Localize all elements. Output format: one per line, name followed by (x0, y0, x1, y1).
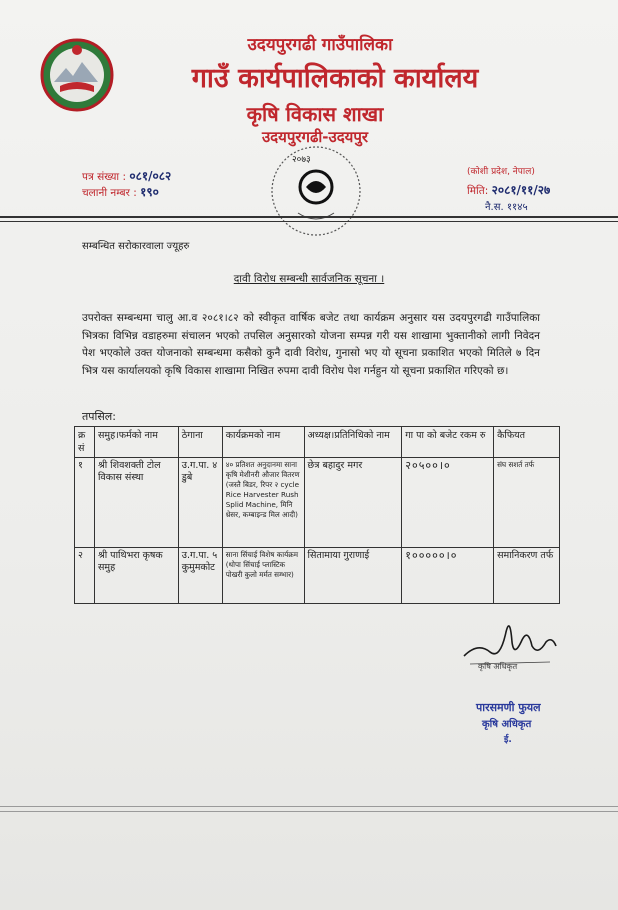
office-seal-stamp (268, 143, 364, 239)
nepal-sambat: नै.स. ११४५ (485, 202, 528, 213)
cell-address: उ.ग.पा. ५ कुमुमकोट (178, 548, 222, 604)
col-serial: क्र सं (75, 427, 95, 458)
letter-number-value: ०८१/०८२ (129, 169, 172, 183)
col-program: कार्यक्रमको नाम (222, 427, 304, 458)
dispatch-number-label: चलानी नम्बर : (82, 187, 137, 199)
notice-subject: दावी विरोध सम्बन्धी सार्वजनिक सूचना । (233, 273, 385, 285)
province-label: (कोशी प्रदेश, नेपाल) (467, 167, 535, 177)
project-table (74, 426, 560, 604)
col-remarks: कैफियत (494, 427, 560, 458)
col-group-name: समुह।फर्मको नाम (94, 427, 178, 458)
cell-address: उ.ग.पा. ४ डुबे (178, 458, 222, 548)
footer-divider (0, 806, 618, 807)
dispatch-number-value: १९० (140, 185, 159, 199)
stamp-name: पारसमणी फुयल (476, 701, 541, 714)
table-row (75, 548, 560, 604)
letter-number-label: पत्र संख्या : (82, 171, 127, 183)
stamp-mark: ई. (504, 735, 512, 745)
cell-serial: १ (75, 458, 95, 548)
cell-remarks: संघ सशर्त तर्फ (494, 458, 560, 548)
letter-number (82, 167, 171, 184)
dispatch-number (82, 183, 159, 200)
cell-program: ४० प्रतिशत अनुदानमा साना कृषि मेशीनरी औजार वितरण (जस्तै बिडर, रिपर २ cycle Rice Harvester Rush Splid Machine, मिनि थ्रेसर, कम्बाइन्ड मिल आदी) (222, 458, 304, 548)
header-divider-thin (0, 221, 618, 222)
office-name: गाउँ कार्यपालिकाको कार्यालय (191, 63, 479, 94)
details-label: तपसिल: (82, 410, 116, 423)
cell-budget: १०००००।० (402, 548, 494, 604)
addressee: सम्बन्धित सरोकारवाला ज्यूहरु (82, 241, 190, 252)
office-location: उदयपुरगढी-उदयपुर (261, 128, 369, 146)
date-value: २०८१/११/२७ (491, 183, 551, 197)
nepal-emblem-logo (40, 38, 114, 112)
table-header-row (75, 427, 560, 458)
cell-chairperson: छेत्र बहादुर मगर (304, 458, 402, 548)
stamp-title: कृषि अधिकृत (482, 719, 532, 730)
cell-chairperson: सितामाया गुराणाई (304, 548, 402, 604)
cell-remarks: समानिकरण तर्फ (494, 548, 560, 604)
col-address: ठेगाना (178, 427, 222, 458)
cell-group-name: श्री शिवशक्ती टोल विकास संस्था (94, 458, 178, 548)
col-budget: गा पा को बजेट रकम रु (402, 427, 494, 458)
signatory-title: कृषि अधिकृत (478, 662, 518, 671)
seal-year: २०७३ (292, 155, 311, 165)
notice-body: उपरोक्त सम्बन्धमा चालु आ.व २०८१।८२ को स्वीकृत वार्षिक बजेट तथा कार्यक्रम अनुसार यस उदयपुरगढी गाउँपालिका भित्रका विभिन्न वडाहरुमा संचालन भएको तपसिल अनुसारको योजना सम्पन्न गरी यस शाखामा भुक्तानीको लागी निवेदन पेश भएकोले उक्त योजनाको सम्बन्धमा कसैको कुनै दावी विरोध, गुनासो भए यो सूचना प्रकाशित भएको मितिले ७ दिन भित्र यस कार्यालयको कृषि विकास शाखामा निखित रुपमा दावी विरोध पेश गर्नहुन यो सूचना प्रकाशित गरिएको छ। (82, 312, 540, 377)
municipality-name: उदयपुरगढी गाउँपालिका (247, 35, 393, 55)
date-label: मिति: (467, 185, 489, 197)
col-chairperson: अध्यक्ष।प्रतिनिधिको नाम (304, 427, 402, 458)
table-row (75, 458, 560, 548)
footer-divider-thin (0, 811, 618, 812)
cell-budget: २०५००।० (402, 458, 494, 548)
letter-date (467, 181, 550, 198)
header-divider (0, 216, 618, 218)
cell-program: साना सिंचाई विशेष कार्यक्रम (थोपा सिंचाई प्लास्टिक पोखरी कुलो मर्मत सम्भार) (222, 548, 304, 604)
section-name: कृषि विकास शाखा (246, 102, 384, 126)
cell-group-name: श्री पाथिभरा कृषक समुह (94, 548, 178, 604)
cell-serial: २ (75, 548, 95, 604)
